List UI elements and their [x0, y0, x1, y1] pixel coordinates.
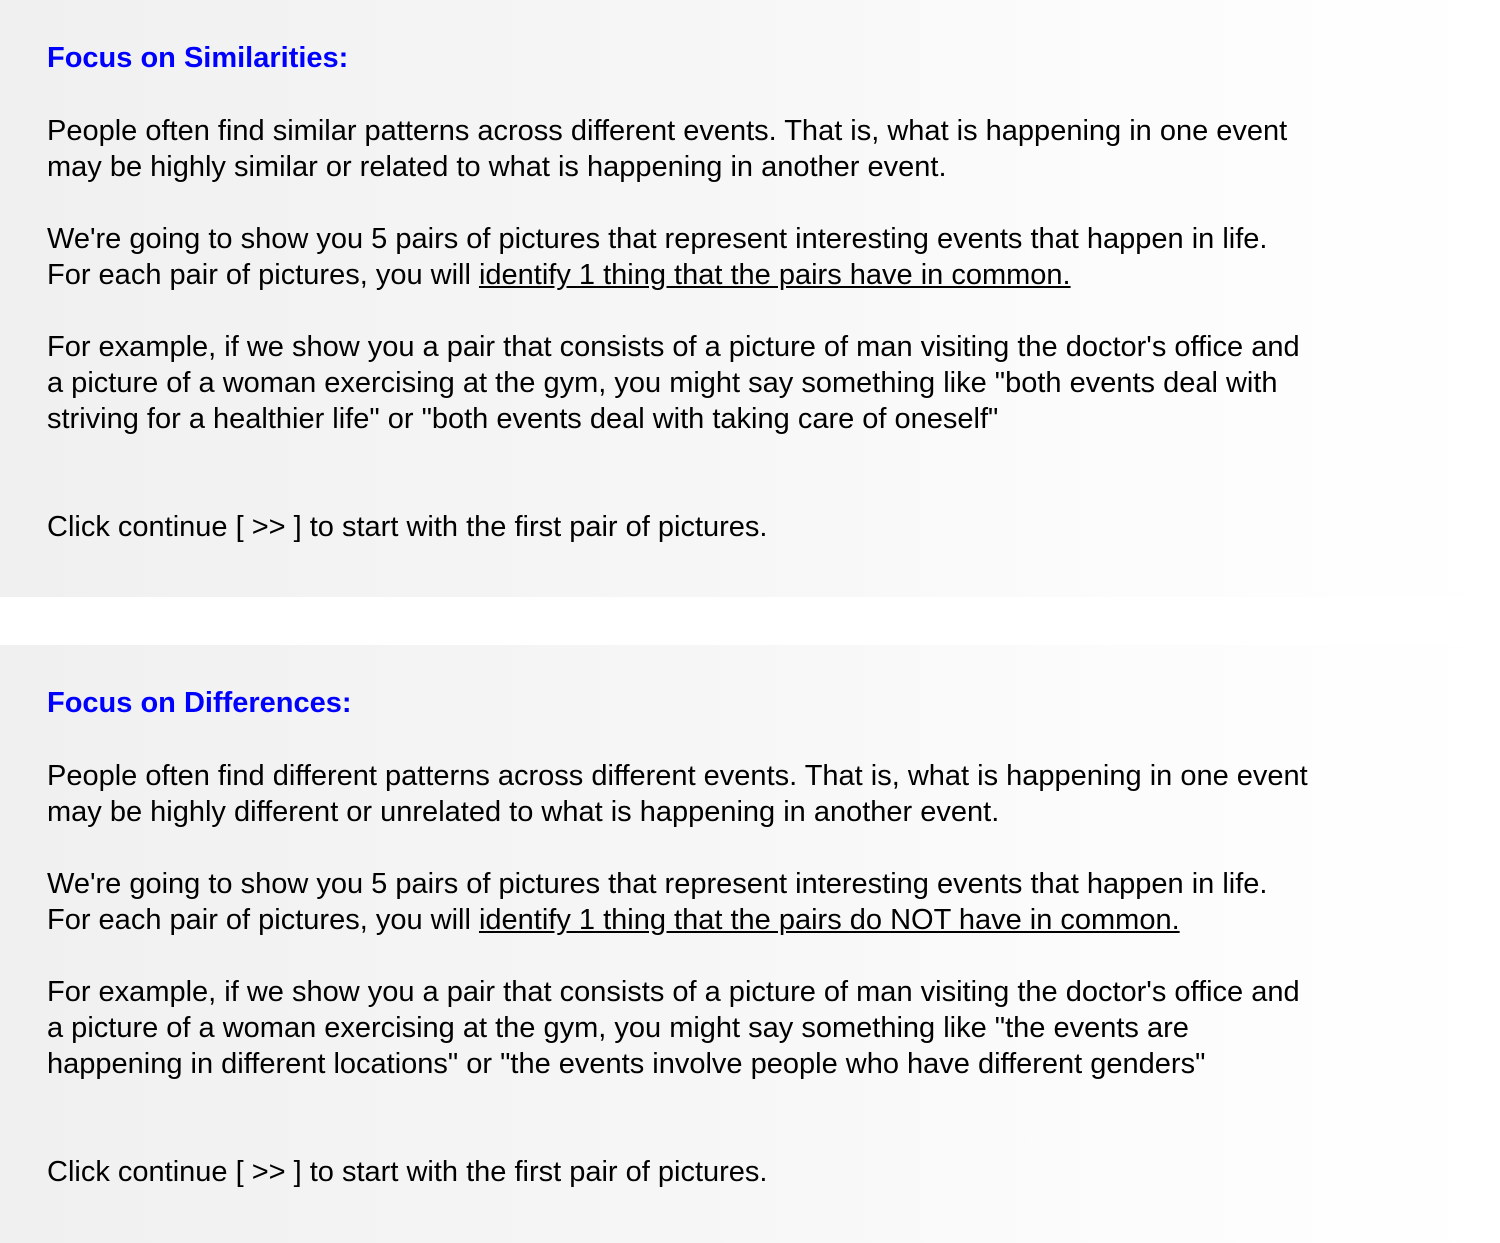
- differences-task-line-1: We're going to show you 5 pairs of pictures that represent interesting events that happen in life.: [47, 868, 1268, 900]
- differences-task-instruction: identify 1 thing that the pairs do NOT have in common.: [478, 904, 1180, 936]
- differences-task-line-2: [47, 902, 1460, 938]
- differences-task-prefix: For each pair of pictures, you will: [47, 904, 479, 936]
- differences-example-line-1: For example, if we show you a pair that consists of a picture of man visiting the doctor's office and: [47, 976, 1300, 1008]
- similarities-task-line-1: We're going to show you 5 pairs of pictures that represent interesting events that happen in life.: [47, 223, 1268, 255]
- differences-continue-text: Click continue [ >> ] to start with the first pair of pictures.: [47, 1156, 768, 1188]
- similarities-task-prefix: For each pair of pictures, you will: [47, 259, 479, 291]
- differences-example-paragraph: [47, 974, 1460, 1082]
- similarities-continue-text: Click continue [ >> ] to start with the first pair of pictures.: [47, 511, 768, 543]
- differences-heading: Focus on Differences:: [47, 687, 352, 719]
- similarities-heading: Focus on Similarities:: [47, 42, 349, 74]
- similarities-task-line-2: [47, 257, 1460, 293]
- similarities-intro-paragraph: [47, 113, 1460, 185]
- similarities-example-line-3: striving for a healthier life" or "both events deal with taking care of oneself": [47, 403, 999, 435]
- differences-example-line-3: happening in different locations" or "the events involve people who have different genders": [47, 1048, 1206, 1080]
- similarities-intro-line-1: People often find similar patterns across different events. That is, what is happening in one event: [47, 115, 1288, 147]
- differences-task-paragraph: [47, 866, 1460, 938]
- differences-example-line-2: a picture of a woman exercising at the gym, you might say something like "the events are: [47, 1012, 1189, 1044]
- differences-intro-paragraph: [47, 758, 1460, 830]
- similarities-example-paragraph: [47, 329, 1460, 437]
- differences-panel: [0, 645, 1500, 1243]
- similarities-panel: [0, 0, 1500, 597]
- similarities-example-line-2: a picture of a woman exercising at the gym, you might say something like "both events deal with: [47, 367, 1278, 399]
- differences-intro-line-2: may be highly different or unrelated to what is happening in another event.: [47, 796, 1000, 828]
- similarities-intro-line-2: may be highly similar or related to what is happening in another event.: [47, 151, 947, 183]
- similarities-task-paragraph: [47, 221, 1460, 293]
- similarities-example-line-1: For example, if we show you a pair that consists of a picture of man visiting the doctor's office and: [47, 331, 1300, 363]
- differences-intro-line-1: People often find different patterns across different events. That is, what is happening in one event: [47, 760, 1308, 792]
- similarities-task-instruction: identify 1 thing that the pairs have in common.: [478, 259, 1071, 291]
